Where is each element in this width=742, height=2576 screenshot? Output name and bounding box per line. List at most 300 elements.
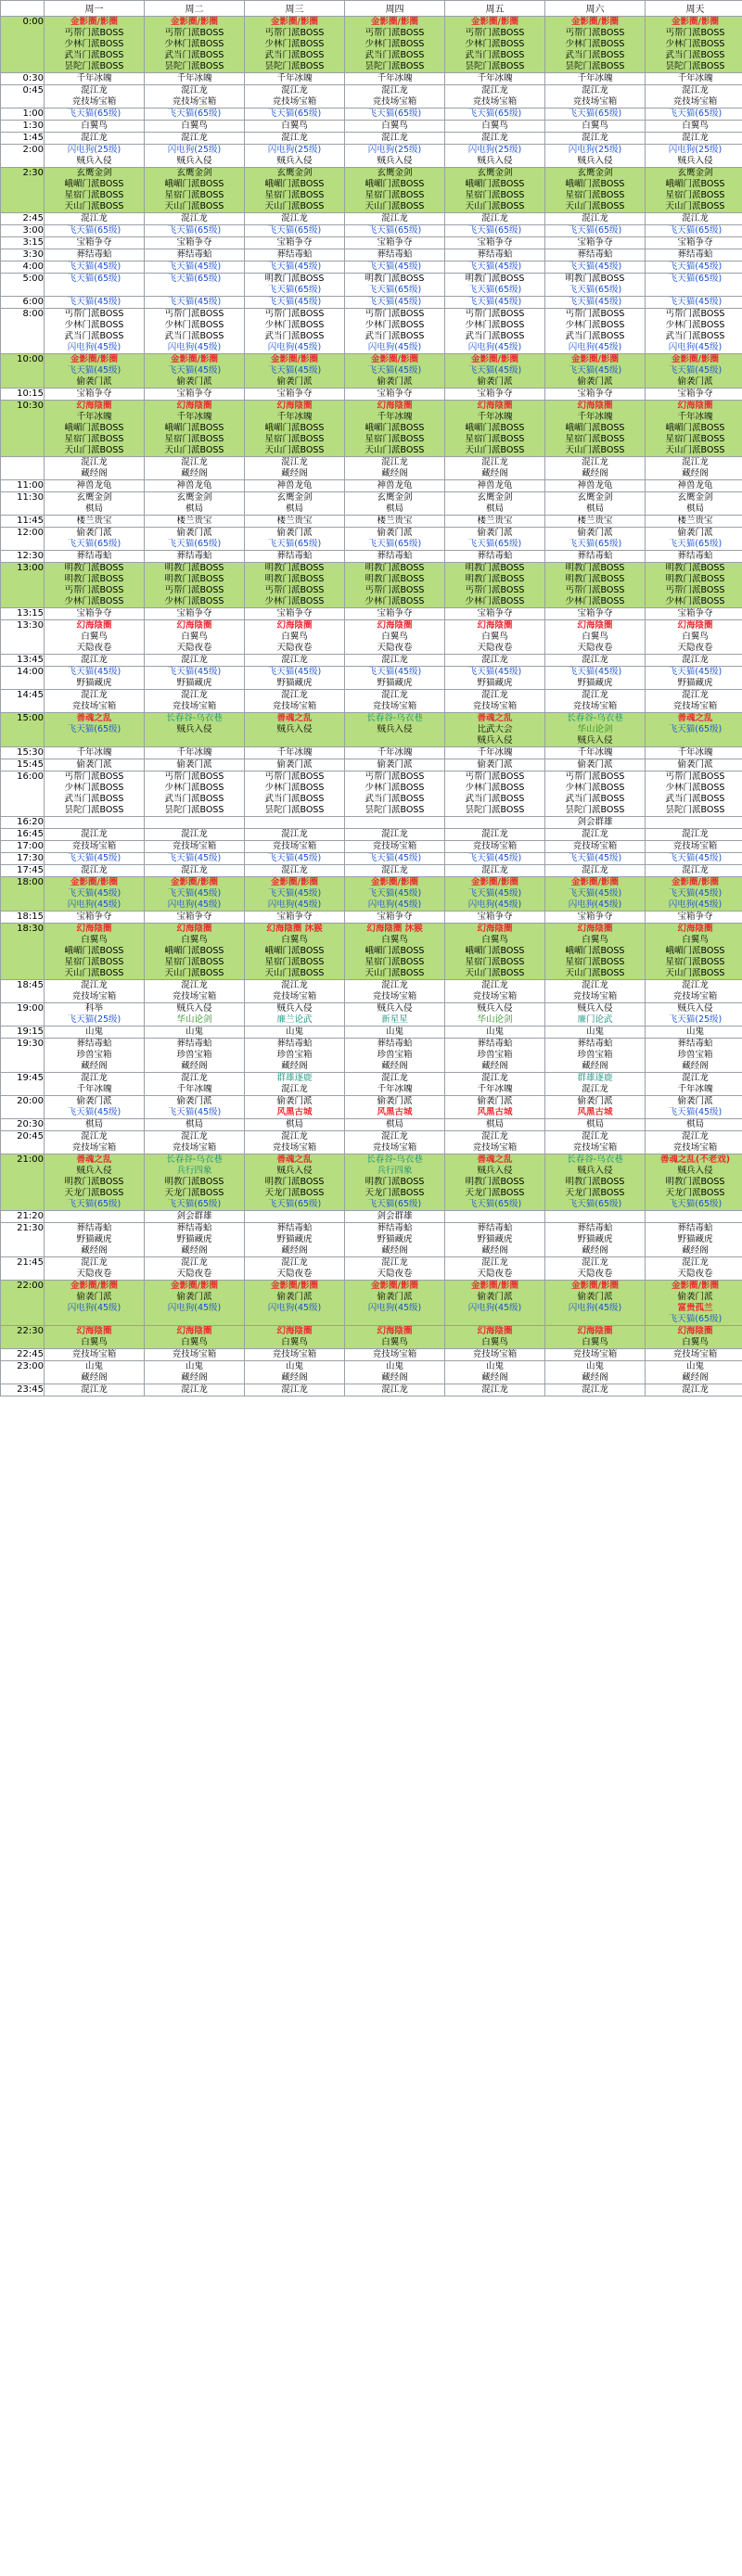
event-label: 竞技场宝箱 [71,96,117,107]
event-label: 千年冰魄 [577,747,613,758]
schedule-cell [345,1096,445,1119]
event-label: 偷袭门派 [677,1096,713,1106]
event-label: 幻海陰圈 [677,924,713,934]
event-label: 明教门派BOSS [264,574,325,584]
schedule-cell [545,297,646,309]
schedule-cell [545,667,646,690]
event-label: 偷袭门派 [176,528,212,538]
event-label: 混江龙 [682,457,709,467]
event-label: 千年冰魄 [477,1084,513,1094]
event-label: 峨嵋门派BOSS [565,179,625,189]
schedule-cell [245,772,345,817]
schedule-cell [45,480,145,492]
event-label: 金影圈/影圈 [571,17,619,27]
schedule-cell [545,274,646,297]
event-label: 混江龙 [181,690,208,700]
event-label: 星宿门派BOSS [64,434,124,444]
event-label: 武当门派BOSS [264,331,325,341]
schedule-cell [646,667,742,690]
event-label: 明教门派BOSS [665,574,725,584]
schedule-cell [646,551,742,563]
event-label: 丐帮门派BOSS [365,309,425,319]
schedule-cell [445,1349,545,1361]
event-label: 峨嵋门派BOSS [465,179,525,189]
schedule-cell [445,853,545,865]
event-label: 玄鹰金剑 [276,168,313,178]
schedule-cell [646,1131,742,1154]
event-label: 飞天猫(45级) [167,888,222,899]
event-label: 混江龙 [281,865,308,875]
schedule-cell [245,225,345,237]
schedule-row [1,225,742,237]
schedule-cell [145,528,245,551]
event-label: 飞天猫(65级) [668,724,723,734]
event-label: 混江龙 [181,980,208,990]
schedule-cell [445,85,545,108]
schedule-cell [646,145,742,168]
event-label: 峨嵋门派BOSS [64,423,124,433]
event-label: 幻海陰圈 [477,924,513,934]
event-label: 千年冰魄 [377,73,413,83]
schedule-cell [345,1039,445,1073]
event-label: 丐帮门派BOSS [64,772,124,782]
day-header-sat: 周六 [545,1,646,17]
event-label: 闪电狗(45级) [167,342,222,352]
schedule-cell [646,1096,742,1119]
schedule-cell [445,457,545,480]
event-label: 混江龙 [582,829,608,839]
event-label: 飞天猫(65级) [367,1199,422,1209]
schedule-cell [646,261,742,274]
schedule-cell [646,853,742,865]
event-label: 神兽龙龟 [677,480,713,491]
schedule-cell [345,297,445,309]
schedule-cell [445,480,545,492]
event-label: 棋局 [84,1119,103,1129]
event-label: 星宿门派BOSS [264,190,325,200]
schedule-cell [545,516,646,528]
schedule-row [1,309,742,354]
schedule-cell [345,528,445,551]
event-label: 少林门派BOSS [665,39,725,49]
event-label: 金影圈/影圈 [271,354,318,364]
event-label: 混江龙 [682,690,709,700]
schedule-row [1,354,742,389]
event-label: 明教门派BOSS [264,563,325,573]
event-label: 宝箱争夺 [176,237,212,248]
event-label: 混江龙 [281,655,308,665]
event-label: 混江龙 [682,1257,709,1268]
schedule-cell [345,389,445,401]
schedule-cell [545,73,646,85]
schedule-cell [345,829,445,841]
schedule-cell [545,1096,646,1119]
event-label: 星宿门派BOSS [465,190,525,200]
schedule-cell [45,1223,145,1257]
schedule-cell [445,213,545,225]
schedule-row [1,108,742,121]
event-label: 丐帮门派BOSS [365,28,425,38]
schedule-cell [445,551,545,563]
event-label: 棋局 [385,1119,403,1129]
schedule-cell [646,401,742,457]
event-label: 飞天猫(45级) [67,261,122,272]
schedule-cell [45,865,145,877]
event-label: 混江龙 [281,980,308,990]
event-label: 金影圈/影圈 [70,1281,118,1291]
schedule-cell [545,912,646,924]
schedule-cell [545,1211,646,1223]
event-label: 武当门派BOSS [164,794,224,804]
schedule-cell [345,145,445,168]
event-label: 竞技场宝箱 [672,841,718,851]
event-label: 武当门派BOSS [465,331,525,341]
event-label: 神兽龙龟 [176,480,212,491]
event-label: 峨嵋门派BOSS [565,946,625,956]
schedule-cell [445,108,545,121]
event-label: 富贵孤兰 [677,1303,713,1313]
event-label: 飞天猫(65级) [367,539,422,549]
event-label: 金影圈/影圈 [571,877,619,887]
event-label: 葬结毒蛤 [377,551,413,561]
schedule-row [1,1119,742,1131]
event-label: 明教门派BOSS [264,1177,325,1187]
event-label: 藏经阁 [481,1061,508,1071]
schedule-cell [545,401,646,457]
event-label: 偷袭门派 [276,759,313,770]
schedule-cell [45,620,145,655]
schedule-cell [245,655,345,667]
event-label: 白翼鸟 [682,1337,709,1347]
schedule-cell [445,1384,545,1396]
schedule-cell [45,759,145,772]
event-label: 飞天猫(45级) [668,261,723,272]
event-label: 葬结毒蛤 [377,1223,413,1233]
event-label: 珍兽宝箱 [176,1050,212,1060]
event-label: 星宿门派BOSS [665,434,725,444]
schedule-cell [145,655,245,667]
schedule-cell [45,1211,145,1223]
event-label: 藏经阁 [381,1061,408,1071]
event-label: 偷袭门派 [577,1096,613,1106]
event-label: 幻海陰圈 [377,401,413,411]
schedule-cell [145,168,245,213]
event-label: 飞天猫(45级) [167,297,222,307]
event-label: 千年冰魄 [477,412,513,422]
event-label: 明教门派BOSS [264,274,325,284]
event-label: 幻海陰圈 沐猴 [266,924,323,934]
schedule-cell [545,1223,646,1257]
event-label: 金影圈/影圈 [70,877,118,887]
schedule-cell [545,772,646,817]
schedule-row [1,620,742,655]
event-label: 丐帮门派BOSS [665,772,725,782]
event-label: 星宿门派BOSS [164,434,224,444]
event-label: 偷袭门派 [176,376,212,387]
event-label: 天山门派BOSS [465,201,525,211]
row-time-label: 13:45 [1,655,45,667]
event-label: 天隐夜卷 [176,1269,212,1279]
event-label: 武当门派BOSS [565,794,625,804]
event-label: 丐帮门派BOSS [465,28,525,38]
schedule-row [1,145,742,168]
event-label: 混江龙 [81,980,108,990]
event-label: 葬结毒蛤 [577,1039,613,1049]
schedule-cell [445,274,545,297]
event-label: 白翼鸟 [181,631,208,642]
schedule-cell [45,563,145,608]
schedule-cell [245,354,345,389]
event-label: 葬结毒蛤 [577,249,613,260]
event-label: 白翼鸟 [582,121,608,131]
schedule-cell [345,516,445,528]
event-label: 竞技场宝箱 [472,701,518,711]
event-label: 棋局 [685,504,704,514]
event-label: 混江龙 [481,1073,508,1083]
schedule-cell [545,1119,646,1131]
row-time-label: 17:45 [1,865,45,877]
schedule-cell [445,237,545,249]
event-label: 偷袭门派 [577,1292,613,1302]
event-label: 棋局 [685,1119,704,1129]
schedule-cell [545,1039,646,1073]
row-time-label: 18:30 [1,924,45,980]
schedule-cell [646,655,742,667]
event-label: 幻海陰圈 [276,620,313,631]
event-label: 星宿门派BOSS [465,434,525,444]
event-label: 竞技场宝箱 [572,1349,618,1359]
event-label: 丐帮门派BOSS [264,772,325,782]
event-label: 宝箱争夺 [577,237,613,248]
schedule-cell [45,225,145,237]
schedule-cell [145,829,245,841]
event-label: 葬结毒蛤 [176,1223,212,1233]
schedule-cell [445,249,545,261]
event-label: 藏经阁 [582,468,608,478]
event-label: 混江龙 [481,865,508,875]
row-time-label: 21:00 [1,1154,45,1211]
schedule-cell [145,1154,245,1211]
schedule-cell [245,690,345,713]
schedule-cell [445,261,545,274]
schedule-row [1,1361,742,1384]
schedule-cell [45,1154,145,1211]
event-label: 飞天猫(45级) [668,1107,723,1117]
event-label: 长春谷-乌衣巷 [366,713,423,723]
event-label: 飞天猫(65级) [568,108,622,119]
event-label: 善魂之乱 [76,1154,112,1165]
event-label: 贼兵入侵 [276,156,313,166]
event-label: 少林门派BOSS [64,596,124,606]
event-label: 贼兵入侵 [677,1003,713,1014]
event-label: 宝箱争夺 [477,389,513,399]
event-label: 混江龙 [682,133,709,143]
event-label: 竞技场宝箱 [572,991,618,1001]
event-label: 偷袭门派 [377,759,413,770]
schedule-cell [145,551,245,563]
event-label: 幻海陰圈 [76,620,112,631]
event-label: 偷袭门派 [677,376,713,387]
event-label: 混江龙 [281,1257,308,1268]
schedule-cell [45,1349,145,1361]
event-label: 明教门派BOSS [64,1177,124,1187]
schedule-cell [245,1119,345,1131]
schedule-row [1,853,742,865]
event-label: 白翼鸟 [181,1337,208,1347]
schedule-cell [345,213,445,225]
event-label: 天山门派BOSS [264,445,325,455]
event-label: 山鬼 [685,1361,704,1371]
event-label: 廉门论武 [577,1014,613,1025]
event-label: 竞技场宝箱 [372,1349,417,1359]
event-label: 千年冰魄 [276,747,313,758]
event-label: 混江龙 [582,1131,608,1141]
event-label: 白翼鸟 [582,631,608,642]
schedule-cell [245,480,345,492]
event-label: 峨嵋门派BOSS [264,179,325,189]
event-label: 混江龙 [381,1257,408,1268]
event-label: 飞天猫(45级) [167,261,222,272]
event-label: 葬结毒蛤 [677,249,713,260]
event-label: 丐帮门派BOSS [365,772,425,782]
schedule-cell [646,772,742,817]
event-label: 金影圈/影圈 [171,1281,218,1291]
event-label: 星宿门派BOSS [164,957,224,967]
event-label: 星宿门派BOSS [465,957,525,967]
event-label: 飞天猫(65级) [67,1199,122,1209]
schedule-row [1,551,742,563]
row-time-label: 1:00 [1,108,45,121]
event-label: 偷袭门派 [377,1292,413,1302]
event-label: 天龙门派BOSS [164,1188,224,1198]
event-label: 丐帮门派BOSS [64,309,124,319]
schedule-cell [445,17,545,73]
schedule-cell [646,354,742,389]
event-label: 山鬼 [285,1027,303,1037]
event-label: 偷袭门派 [176,1292,212,1302]
schedule-row [1,924,742,980]
event-label: 竞技场宝箱 [572,841,618,851]
day-header-thu: 周四 [345,1,445,17]
event-label: 贼兵入侵 [377,1003,413,1014]
schedule-cell [646,492,742,516]
schedule-cell [45,121,145,133]
schedule-cell [345,655,445,667]
row-time-label: 11:45 [1,516,45,528]
schedule-cell [245,877,345,912]
event-label: 武当门派BOSS [465,794,525,804]
event-label: 偷袭门派 [76,1096,112,1106]
event-label: 宝箱争夺 [677,237,713,248]
event-label: 白翼鸟 [81,121,108,131]
event-label: 宝箱争夺 [577,912,613,922]
event-label: 混江龙 [181,829,208,839]
event-label: 竞技场宝箱 [71,841,117,851]
event-label: 玄鹰金剑 [377,168,413,178]
event-label: 飞天猫(65级) [568,285,622,295]
schedule-row [1,877,742,912]
schedule-cell [445,168,545,213]
row-time-label: 1:45 [1,133,45,145]
event-label: 竞技场宝箱 [272,991,317,1001]
schedule-cell [646,1027,742,1039]
event-label: 星宿门派BOSS [264,957,325,967]
event-label: 竞技场宝箱 [272,96,317,107]
event-label: 飞天猫(45级) [267,853,322,863]
event-label: 宝箱争夺 [76,912,112,922]
event-label: 风黑古城 [577,1107,613,1117]
event-label: 竞技场宝箱 [472,841,518,851]
schedule-row [1,1211,742,1223]
schedule-cell [245,274,345,297]
event-label: 飞天猫(65级) [467,285,522,295]
event-label: 藏经阁 [81,1245,108,1256]
event-label: 混江龙 [381,1131,408,1141]
event-label: 飞天猫(65级) [668,225,723,236]
event-label: 混江龙 [281,457,308,467]
event-label: 千年冰魄 [377,747,413,758]
row-time-label: 1:30 [1,121,45,133]
event-label: 少林门派BOSS [665,596,725,606]
schedule-cell [646,237,742,249]
event-label: 星宿门派BOSS [665,957,725,967]
schedule-cell [145,237,245,249]
event-label: 棋局 [485,504,504,514]
event-label: 楼兰贵宝 [577,516,613,526]
event-label: 善魂之乱 [477,1154,513,1165]
event-label: 偷袭门派 [276,1096,313,1106]
schedule-cell [345,1119,445,1131]
schedule-cell [445,1039,545,1073]
table-header [1,1,742,17]
row-time-label: 12:00 [1,528,45,551]
event-label: 幻海陰圈 [477,620,513,631]
schedule-cell [545,133,646,145]
schedule-cell [145,108,245,121]
schedule-cell [545,747,646,759]
event-label: 白翼鸟 [281,935,308,945]
event-label: 混江龙 [682,1384,709,1395]
event-label: 天山门派BOSS [264,968,325,978]
event-label: 飞天猫(45级) [467,888,522,899]
event-label: 天隐夜卷 [477,1269,513,1279]
event-label: 贼兵入侵 [677,1166,713,1176]
event-label: 山鬼 [485,1361,504,1371]
schedule-cell [345,108,445,121]
event-label: 飞天猫(65级) [467,108,522,119]
event-label: 闪电狗(45级) [568,899,622,910]
schedule-row [1,261,742,274]
event-label: 野猫藏虎 [377,1234,413,1244]
event-label: 贼兵入侵 [176,724,212,734]
schedule-row [1,73,742,85]
row-time-label: 20:00 [1,1096,45,1119]
schedule-cell [345,853,445,865]
schedule-cell [245,168,345,213]
event-label: 玄鹰金剑 [276,492,313,503]
event-label: 闪电狗(45级) [67,899,122,910]
event-label: 金影圈/影圈 [271,1281,318,1291]
schedule-cell [245,759,345,772]
schedule-cell [545,1131,646,1154]
row-time-label: 13:15 [1,608,45,620]
event-label: 宝箱争夺 [76,608,112,618]
event-label: 峨嵋门派BOSS [365,946,425,956]
row-time-label: 21:45 [1,1257,45,1281]
event-label: 天山门派BOSS [665,201,725,211]
event-label: 神兽龙龟 [577,480,613,491]
event-label: 金影圈/影圈 [672,1281,719,1291]
